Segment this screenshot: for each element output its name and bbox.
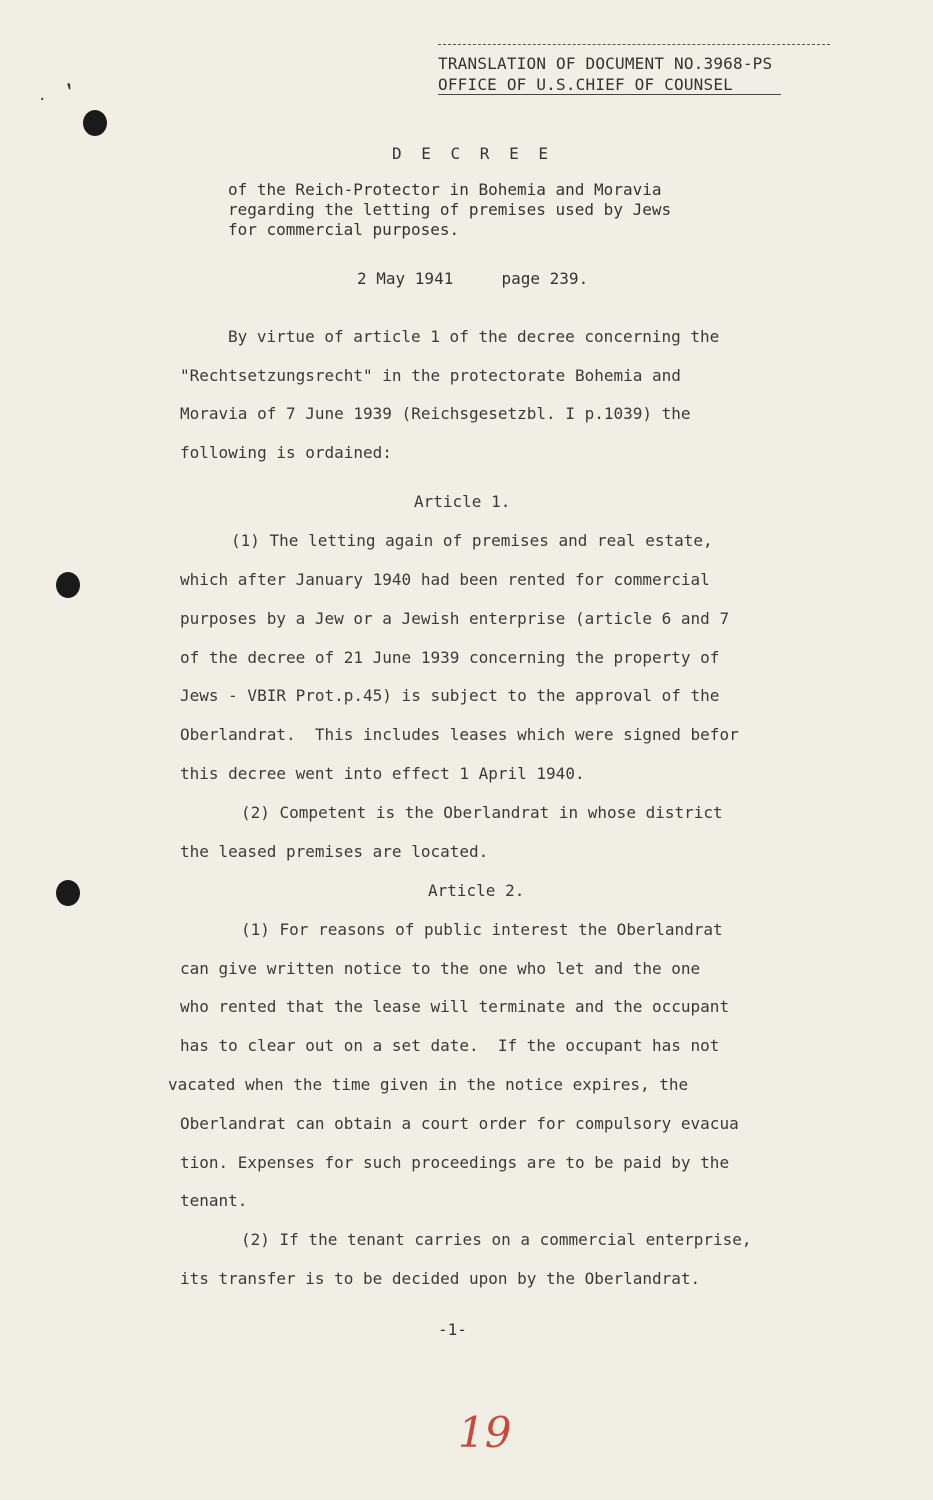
article-1-line: which after January 1940 had been rented for commercial xyxy=(180,570,710,589)
ink-mark: · xyxy=(38,92,47,108)
page-number: -1- xyxy=(438,1320,467,1339)
preamble-line: By virtue of article 1 of the decree concerning the xyxy=(228,327,720,346)
article-2-line: (2) If the tenant carries on a commercial enterprise, xyxy=(241,1230,752,1249)
article-2-line: Oberlandrat can obtain a court order for compulsory evacua xyxy=(180,1114,739,1133)
preamble-line: "Rechtsetzungsrecht" in the protectorate Bohemia and xyxy=(180,366,681,385)
article-1-line: (2) Competent is the Oberlandrat in whose district xyxy=(241,803,723,822)
article-1-line: purposes by a Jew or a Jewish enterprise (article 6 and 7 xyxy=(180,609,730,628)
article-1-line: (1) The letting again of premises and real estate, xyxy=(231,531,713,550)
header-rule xyxy=(438,44,830,45)
subtitle-line: for commercial purposes. xyxy=(228,220,460,239)
article-2-line: can give written notice to the one who let and the one xyxy=(180,959,701,978)
article-2-line: who rented that the lease will terminate and the occupant xyxy=(180,997,730,1016)
subtitle-line: regarding the letting of premises used by Jews xyxy=(228,200,672,219)
page-reference: page 239. xyxy=(501,269,589,288)
article-1-heading: Article 1. xyxy=(414,492,511,511)
handwritten-page-number: 19 xyxy=(458,1408,512,1457)
subtitle-line: of the Reich-Protector in Bohemia and Moravia xyxy=(228,180,662,199)
preamble-line: Moravia of 7 June 1939 (Reichsgesetzbl. I p.1039) the xyxy=(180,404,691,423)
article-2-line: (1) For reasons of public interest the Oberlandrat xyxy=(241,920,723,939)
article-1-line: Oberlandrat. This includes leases which were signed befor xyxy=(180,725,739,744)
article-2-line: tenant. xyxy=(180,1191,248,1210)
decree-subtitle xyxy=(228,180,671,240)
date-line xyxy=(357,269,588,288)
punch-hole-bottom xyxy=(56,880,80,906)
article-2-line: vacated when the time given in the notice expires, the xyxy=(168,1075,689,1094)
decree-title: D E C R E E xyxy=(392,144,553,163)
article-1-line: of the decree of 21 June 1939 concerning the property of xyxy=(180,648,720,667)
article-1-line: the leased premises are located. xyxy=(180,842,489,861)
article-1-line: this decree went into effect 1 April 1940. xyxy=(180,764,585,783)
article-2-line: has to clear out on a set date. If the occupant has not xyxy=(180,1036,720,1055)
punch-hole-middle xyxy=(56,572,80,598)
document-number: TRANSLATION OF DOCUMENT NO.3968-PS xyxy=(438,54,773,73)
decree-date: 2 May 1941 xyxy=(357,269,454,288)
article-1-line: Jews - VBIR Prot.p.45) is subject to the approval of the xyxy=(180,686,720,705)
preamble-line: following is ordained: xyxy=(180,443,392,462)
ink-mark: , xyxy=(54,66,78,94)
punch-hole-top xyxy=(83,110,107,136)
article-2-heading: Article 2. xyxy=(428,881,525,900)
article-2-line: tion. Expenses for such proceedings are to be paid by the xyxy=(180,1153,730,1172)
article-2-line: its transfer is to be decided upon by the Oberlandrat. xyxy=(180,1269,701,1288)
office-name: OFFICE OF U.S.CHIEF OF COUNSEL xyxy=(438,75,781,95)
